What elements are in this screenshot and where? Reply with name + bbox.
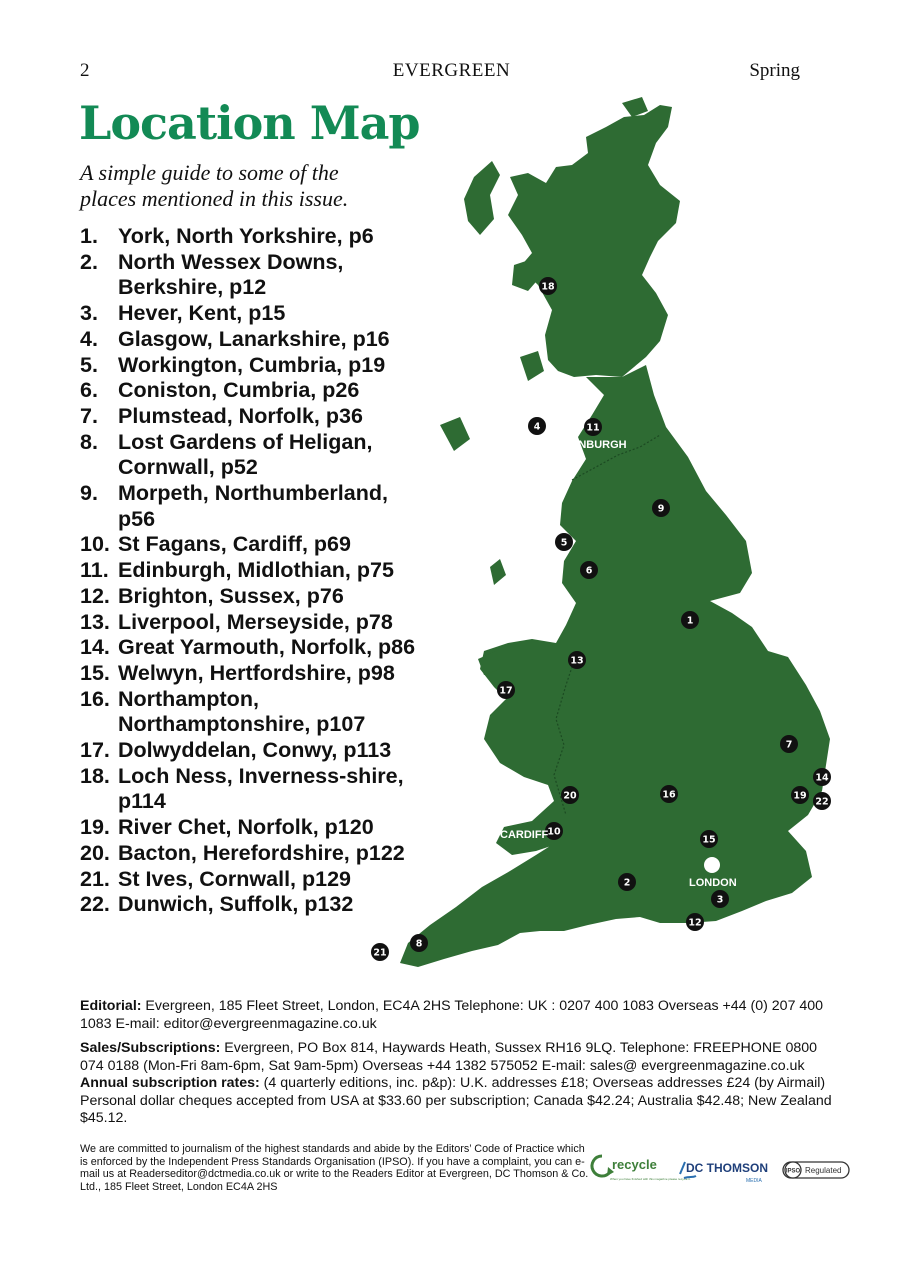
list-item: 6. Coniston, Cumbria, p26 <box>80 378 360 403</box>
pin-21 <box>371 943 389 961</box>
landmass <box>400 97 830 967</box>
rates-label: Annual subscription rates: <box>80 1075 260 1091</box>
pin-17 <box>497 681 515 699</box>
pin-18 <box>539 277 557 295</box>
list-item: 11. Edinburgh, Midlothian, p75 <box>80 558 394 583</box>
list-item: 7. Plumstead, Norfolk, p36 <box>80 403 363 428</box>
pin-2 <box>618 873 636 891</box>
pin-6 <box>580 561 598 579</box>
svg-text:17: 17 <box>499 685 513 697</box>
svg-text:9: 9 <box>657 503 665 515</box>
svg-text:14: 14 <box>815 772 829 784</box>
list-item: 19. River Chet, Norfolk, p120 <box>80 815 374 840</box>
recycle-logo <box>588 1150 691 1190</box>
pin-13 <box>568 651 586 669</box>
city-label-london: LONDON <box>689 877 737 889</box>
pin-20 <box>561 786 579 804</box>
hebrides-shape <box>464 161 500 235</box>
pin-3 <box>711 890 729 908</box>
rates-text: (4 quarterly editions, inc. p&p): U.K. addresses £18; Overseas addresses £24 (by Airmail) Personal dollar cheques accepted from USA at $33.60 per subscription; Canada $42.24; Australia $42.48; New Zealand $45.12. <box>80 1075 832 1126</box>
uk-location-map <box>360 95 850 980</box>
svg-text:8: 8 <box>415 938 423 950</box>
pin-7 <box>780 735 798 753</box>
pin-5 <box>555 533 573 551</box>
svg-text:4: 4 <box>533 421 541 433</box>
dc-thomson-logo <box>678 1150 780 1190</box>
list-item: 8. Lost Gardens of Heligan, Cornwall, p52 <box>80 429 373 480</box>
pin-9 <box>652 499 670 517</box>
svg-text:11: 11 <box>586 422 600 434</box>
pin-11 <box>584 418 602 436</box>
city-label-cardiff: CARDIFF <box>500 829 549 841</box>
svg-text:3: 3 <box>716 894 724 906</box>
svg-text:IPSO: IPSO <box>785 1168 801 1175</box>
editorial-label: Editorial: <box>80 998 142 1014</box>
pin-22 <box>813 792 831 810</box>
sales-text: Evergreen, PO Box 814, Haywards Heath, Sussex RH16 9LQ. Telephone: FREEPHONE 0800 074 0188 (Mon-Fri 8am-6pm, Sat 9am-5pm) Overseas +44 1382 575052 E-mail: sales@ evergreenmagazine.co.uk <box>80 1040 818 1074</box>
orkney-shape <box>622 97 648 117</box>
list-item: 13. Liverpool, Merseyside, p78 <box>80 609 393 634</box>
svg-text:DC THOMSON: DC THOMSON <box>686 1161 768 1175</box>
pin-4 <box>528 417 546 435</box>
svg-text:2: 2 <box>623 877 631 889</box>
list-item: 22. Dunwich, Suffolk, p132 <box>80 892 354 917</box>
sales-subscriptions <box>80 1040 840 1128</box>
svg-text:12: 12 <box>688 917 702 929</box>
svg-text:1: 1 <box>686 615 694 627</box>
svg-text:Regulated: Regulated <box>805 1166 842 1175</box>
pin-19 <box>791 786 809 804</box>
list-item: 2. North Wessex Downs, Berkshire, p12 <box>80 249 344 300</box>
page-title: Location Map <box>79 96 420 150</box>
list-item: 18. Loch Ness, Inverness-shire, p114 <box>80 763 404 814</box>
svg-text:19: 19 <box>793 790 807 802</box>
svg-text:When you have finished with th: When you have finished with this magazine please recycle it. <box>610 1177 691 1181</box>
scotland-shape <box>508 105 680 377</box>
svg-text:10: 10 <box>547 826 561 838</box>
ipso-logo <box>781 1150 853 1190</box>
list-item: 21. St Ives, Cornwall, p129 <box>80 866 352 891</box>
list-item: 10. St Fagans, Cardiff, p69 <box>80 532 351 557</box>
svg-text:recycle: recycle <box>612 1157 657 1172</box>
list-item: 15. Welwyn, Hertfordshire, p98 <box>80 660 395 685</box>
magazine-name: EVERGREEN <box>392 60 511 81</box>
pin-14 <box>813 768 831 786</box>
london-marker <box>704 857 720 873</box>
editorial-contact <box>80 998 840 1033</box>
northern-ireland-fragment-shape <box>440 417 470 451</box>
pin-15 <box>700 830 718 848</box>
issue-season: Spring <box>749 60 800 81</box>
page-number: 2 <box>80 60 90 81</box>
svg-text:16: 16 <box>662 789 676 801</box>
england-wales-shape <box>400 365 830 967</box>
svg-text:7: 7 <box>785 739 793 751</box>
list-item: 3. Hever, Kent, p15 <box>80 301 286 326</box>
svg-text:MEDIA: MEDIA <box>746 1178 762 1184</box>
list-item: 4. Glasgow, Lanarkshire, p16 <box>80 326 390 351</box>
page-subtitle: A simple guide to some of the places mentioned in this issue. <box>80 160 349 211</box>
pin-1 <box>681 611 699 629</box>
places-list <box>80 224 430 918</box>
list-item: 9. Morpeth, Northumberland, p56 <box>80 481 388 531</box>
sales-label: Sales/Subscriptions: <box>80 1040 221 1056</box>
svg-text:22: 22 <box>815 796 829 808</box>
recycle-arrow-icon <box>592 1156 610 1176</box>
city-label-edinburgh: EDINBURGH <box>560 439 627 451</box>
pin-8 <box>410 934 428 952</box>
svg-text:21: 21 <box>373 947 387 959</box>
list-item: 16. Northampton, Northamptonshire, p107 <box>80 686 366 737</box>
list-item: 5. Workington, Cumbria, p19 <box>80 352 386 377</box>
svg-text:13: 13 <box>570 655 584 667</box>
pin-16 <box>660 785 678 803</box>
list-item: 1. York, North Yorkshire, p6 <box>80 224 374 248</box>
svg-text:5: 5 <box>560 537 568 549</box>
svg-text:15: 15 <box>702 834 716 846</box>
list-item: 14. Great Yarmouth, Norfolk, p86 <box>80 635 416 660</box>
list-item: 20. Bacton, Herefordshire, p122 <box>80 840 405 865</box>
ipso-statement: We are committed to journalism of the highest standards and abide by the Editors’ Code of Practice which is enforced by the Independent Press Standards Organisation (IPSO). If you have a complaint, you can e-mail us at Readerseditor@dctmedia.co.uk or write to the Readers Editor at Evergreen, DC Thomson & Co. Ltd., 185 Fleet Street, London EC4A 2HS <box>80 1143 589 1193</box>
svg-text:6: 6 <box>585 565 593 577</box>
mull-shape <box>520 351 544 381</box>
editorial-text: Evergreen, 185 Fleet Street, London, EC4A 2HS Telephone: UK : 0207 400 1083 Overseas +44 (0) 207 400 1083 E-mail: editor@evergreenmagazine.co.uk <box>80 998 824 1032</box>
pin-12 <box>686 913 704 931</box>
list-item: 17. Dolwyddelan, Conwy, p113 <box>80 738 392 763</box>
isle-of-man-shape <box>490 559 506 585</box>
svg-text:20: 20 <box>563 790 577 802</box>
svg-text:18: 18 <box>541 281 555 293</box>
list-item: 12. Brighton, Sussex, p76 <box>80 583 344 608</box>
